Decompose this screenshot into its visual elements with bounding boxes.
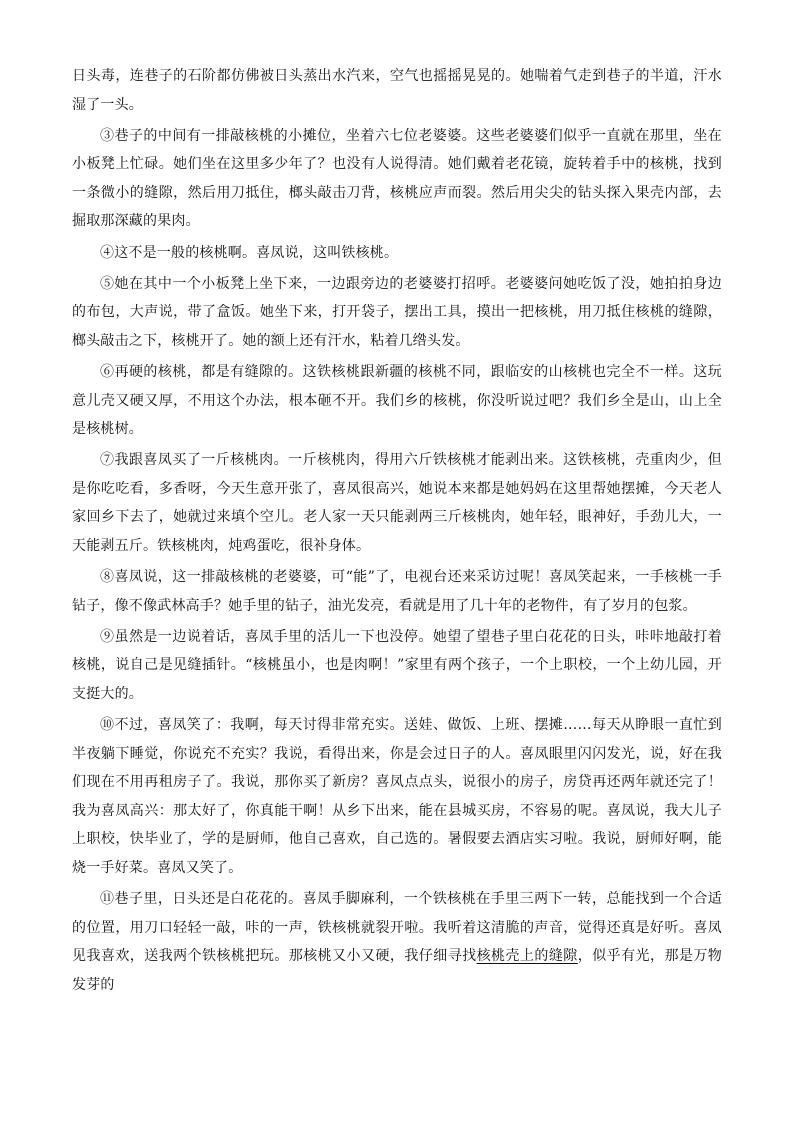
article-body [72, 62, 722, 1002]
paragraph-11 [72, 885, 722, 999]
paragraph-6: ⑥再硬的核桃，都是有缝隙的。这铁核桃跟新疆的核桃不同，跟临安的山核桃也完全不一样。这玩意儿壳又硬又厚，不用这个办法，根本砸不开。我们乡的核桃，你没听说过吧？我们乡全是山，山上全是核桃树。 [72, 363, 722, 438]
paragraph-11-text-after: ，似乎有光，那是万物发芽的 [72, 948, 722, 993]
paragraph-5: ⑤她在其中一个小板凳上坐下来，一边跟旁边的老婆婆打招呼。老婆婆问她吃饭了没，她拍拍身边的布包，大声说，带了盒饭。她坐下来，打开袋子，摆出工具，摸出一把核桃，用刀抵住核桃的缝隙，榔头敲击之下，核桃开了。她的额上还有汗水，粘着几绺头发。 [72, 275, 722, 349]
paragraph-7: ⑦我跟喜凤买了一斤核桃肉。一斤核桃肉，得用六斤铁核桃才能剥出来。这铁核桃，壳重肉少，但是你吃吃看，多香呀，今天生意开张了，喜凤很高兴，她说本来都是她妈妈在这里帮她摆摊，今天老人家回乡下去了，她就过来填个空儿。老人家一天只能剥两三斤核桃肉，她年轻，眼神好，手劲儿大，一天能剥五斤。铁核桃肉，炖鸡蛋吃，很补身体。 [72, 452, 722, 554]
paragraph-11-text-before: ⑪巷子里，日头还是白花花的。喜凤手脚麻利，一个铁核桃在手里三两下一转，总能找到一个合适的位置，用刀口轻轻一敲，咔的一声，铁核桃就裂开啦。我听着这清脆的声音，觉得还真是好听。喜凤见我喜欢，送我两个铁核桃把玩。那核桃又小又硬，我仔细寻找 [72, 891, 722, 965]
paragraph-3: ③巷子的中间有一排敲核桃的小摊位，坐着六七位老婆婆。这些老婆婆们似乎一直就在那里，坐在小板凳上忙碌。她们坐在这里多少年了？也没有人说得清。她们戴着老花镜，旋转着手中的核桃，找到一条微小的缝隙，然后用刀抵住，榔头敲击刀背，核桃应声而裂。然后用尖尖的钻头探入果壳内部，去掘取那深藏的果肉。 [72, 127, 722, 230]
paragraph-4: ④这不是一般的核桃啊。喜凤说，这叫铁核桃。 [100, 244, 399, 261]
underlined-phrase: 核桃壳上的缝隙 [476, 948, 578, 965]
paragraph-9: ⑨虽然是一边说着话，喜凤手里的活儿一下也没停。她望了望巷子里白花花的日头，咔咔地敲打着核桃，说自己是见缝插针。“核桃虽小，也是肉啊！”家里有两个孩子，一个上职校，一个上幼儿园，开支挺大的。 [72, 628, 722, 702]
paragraph-intro: 日头毒，连巷子的石阶都仿佛被日头蒸出水汽来，空气也摇摇晃晃的。她喘着气走到巷子的半道，汗水湿了一头。 [72, 68, 722, 113]
paragraph-8: ⑧喜凤说，这一排敲核桃的老婆婆，可“能”了，电视台还来采访过呢！喜凤笑起来，一手核桃一手钻子，像不像武林高手？她手里的钻子，油光发亮，看就是用了几十年的老物件，有了岁月的包浆。 [72, 569, 722, 614]
paragraph-10: ⑩不过，喜凤笑了：我啊，每天讨得非常充实。送娃、做饭、上班、摆摊……每天从睁眼一直忙到半夜躺下睡觉，你说充不充实？我说，看得出来，你是会过日子的人。喜凤眼里闪闪发光，说，好在我们现在不用再租房子了。我说，那你买了新房？喜凤点点头，说很小的房子，房贷再还两年就还完了！我为喜凤高兴：那太好了，你真能干啊！从乡下出来，能在县城买房，不容易的呢。喜凤说，我大儿子上职校，快毕业了，学的是厨师，他自己喜欢，自己选的。暑假要去酒店实习啦。我说，厨师好啊，能烧一手好菜。喜凤又笑了。 [72, 717, 722, 877]
